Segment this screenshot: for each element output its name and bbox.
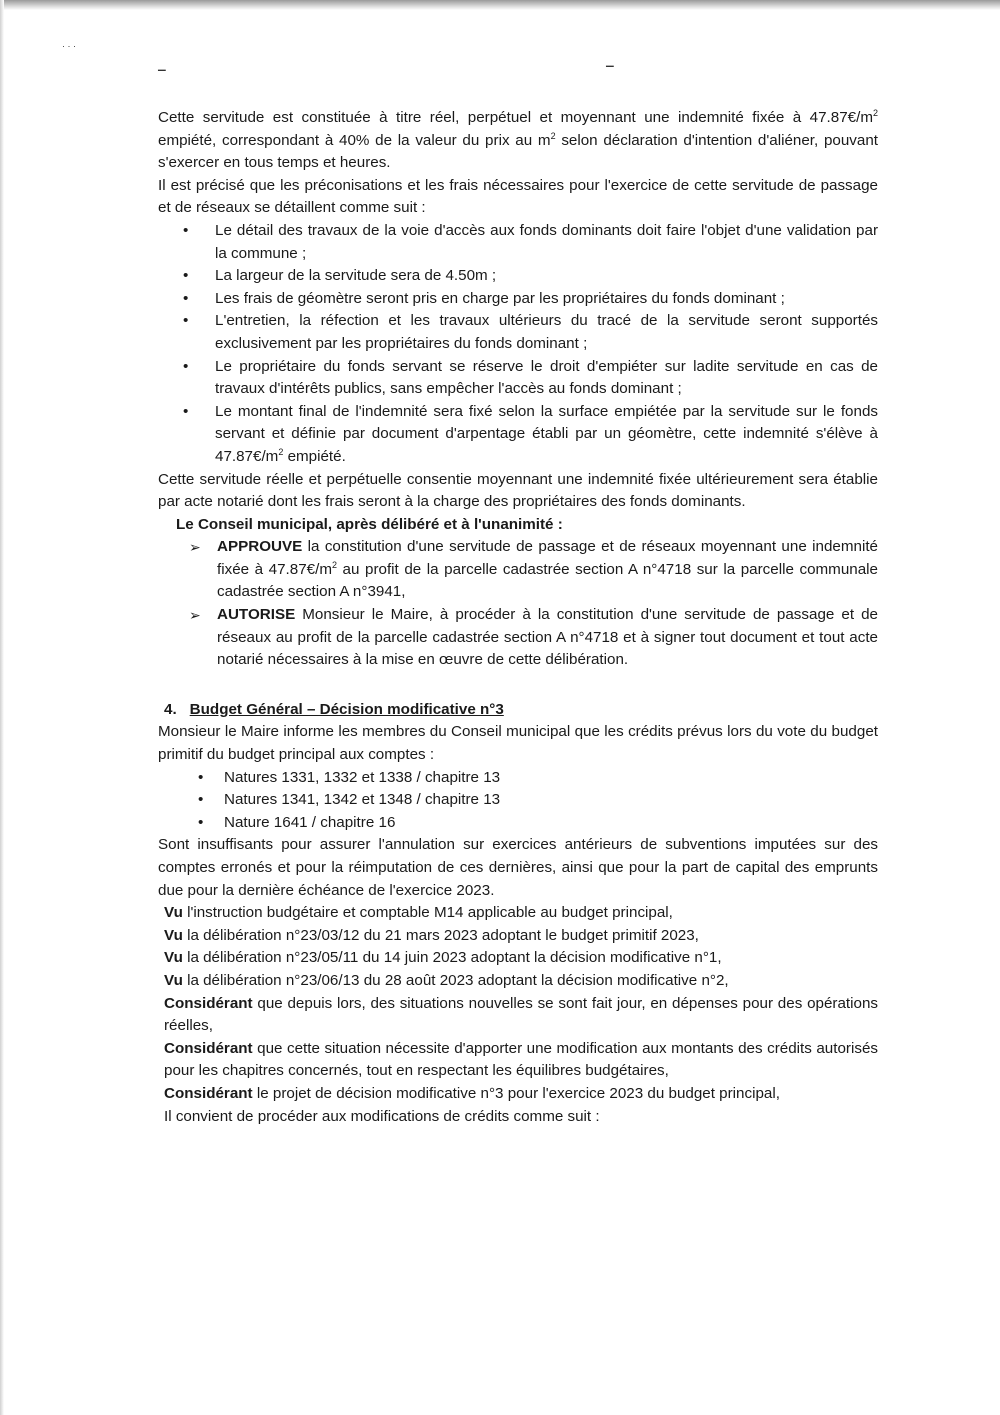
- council-decision-title: Le Conseil municipal, après délibéré et à l'unanimité :: [176, 515, 563, 533]
- vu-line: Vu la délibération n°23/03/12 du 21 mars 2023 adoptant le budget primitif 2023,: [164, 926, 699, 944]
- list-item: • Les frais de géomètre seront pris en charge par les propriétaires du fonds dominant ;: [158, 288, 878, 311]
- section-heading: 4. Budget Général – Décision modificative n°3: [164, 700, 504, 718]
- considerant-line: Considérant que depuis lors, des situations nouvelles se sont fait jour, en dépenses pour des opérations réelles,: [164, 994, 878, 1035]
- document-body: [158, 107, 878, 1128]
- decisions-list: [158, 536, 878, 672]
- list-item: • Le détail des travaux de la voie d'accès aux fonds dominants doit faire l'objet d'une validation par la commune ;: [158, 220, 878, 265]
- scan-speck: ‒: [158, 61, 166, 77]
- insufficiency-paragraph: Sont insuffisants pour assurer l'annulation sur exercices antérieurs de subventions imputées sur des comptes erronés et pour la réimputation de ces dernières, ainsi que pour la part de capital des emprunts due pour la dernière échéance de l'exercice 2023.: [158, 836, 878, 899]
- list-item: • Nature 1641 / chapitre 16: [158, 812, 878, 835]
- decision-item: ➢ AUTORISE Monsieur le Maire, à procéder à la constitution d'une servitude de passage et de réseaux au profit de la parcelle cadastrée section A n°4718 et à signer tout document et tout acte notarié nécessaires à la mise en œuvre de cette délibération.: [158, 604, 878, 672]
- vu-line: Vu la délibération n°23/06/13 du 28 août 2023 adoptant la décision modificative n°2,: [164, 971, 729, 989]
- decision-item: ➢ APPROUVE la constitution d'une servitude de passage et de réseaux moyennant une indemnité fixée à $47.87€/m^2$ au profit de la parcelle cadastrée section A n°4718 sur la parcelle communale cadastrée section A n°3941,: [158, 536, 878, 604]
- section-intro: Monsieur le Maire informe les membres du Conseil municipal que les crédits prévus lors du vote du budget primitif du budget principal aux comptes :: [158, 723, 878, 764]
- conclusion-line: Il convient de procéder aux modifications de crédits comme suit :: [164, 1107, 600, 1125]
- scan-left-edge: [0, 0, 4, 1415]
- accounts-list: [158, 767, 878, 835]
- conditions-list: [158, 220, 878, 469]
- preconisations-paragraph: Il est précisé que les préconisations et les frais nécessaires pour l'exercice de cette servitude de passage et de réseaux se détaillent comme suit :: [158, 176, 878, 217]
- considerant-line: Considérant le projet de décision modificative n°3 pour l'exercice 2023 du budget principal,: [164, 1084, 780, 1102]
- list-item: • L'entretien, la réfection et les travaux ultérieurs du tracé de la servitude seront supportés exclusivement par les propriétaires du fonds dominant ;: [158, 310, 878, 355]
- list-item: • Le propriétaire du fonds servant se réserve le droit d'empiéter sur ladite servitude en cas de travaux d'intérêts publics, sans empêcher l'accès au fonds dominant ;: [158, 356, 878, 401]
- vu-line: Vu la délibération n°23/05/11 du 14 juin 2023 adoptant la décision modificative n°1,: [164, 949, 722, 967]
- list-item: • Le montant final de l'indemnité sera fixé selon la surface empiétée par la servitude sur le fonds servant et définie par document d'arpentage établi par un géomètre, cette indemnité s'élève à $47.87€/m^2$ empiété.: [158, 401, 878, 469]
- notarial-paragraph: Cette servitude réelle et perpétuelle consentie moyennant une indemnité fixée ultérieurement sera établie par acte notarié dont les frais seront à la charge des propriétaires des fonds dominants.: [158, 470, 878, 511]
- considerant-line: Considérant que cette situation nécessite d'apporter une modification aux montants des crédits autorisés pour les chapitres concernés, tout en respectant les équilibres budgétaires,: [164, 1039, 878, 1080]
- scan-top-edge: [0, 0, 1000, 10]
- scan-speck: ‒: [606, 57, 614, 73]
- list-item: • Natures 1341, 1342 et 1348 / chapitre 13: [158, 789, 878, 812]
- list-item: • Natures 1331, 1332 et 1338 / chapitre 13: [158, 767, 878, 790]
- scan-speck: · · ·: [62, 41, 76, 51]
- list-item: • La largeur de la servitude sera de 4.50m ;: [158, 265, 878, 288]
- vu-line: Vu l'instruction budgétaire et comptable M14 applicable au budget principal,: [164, 904, 673, 922]
- servitude-paragraph: Cette servitude est constituée à titre réel, perpétuel et moyennant une indemnité fixée à $47.87€/m^2$ empiété, correspondant à 40% de la valeur du prix au $m^2$ selon déclaration d'intention d'aliéner, pouvant s'exercer en tous temps et heures.: [158, 107, 879, 172]
